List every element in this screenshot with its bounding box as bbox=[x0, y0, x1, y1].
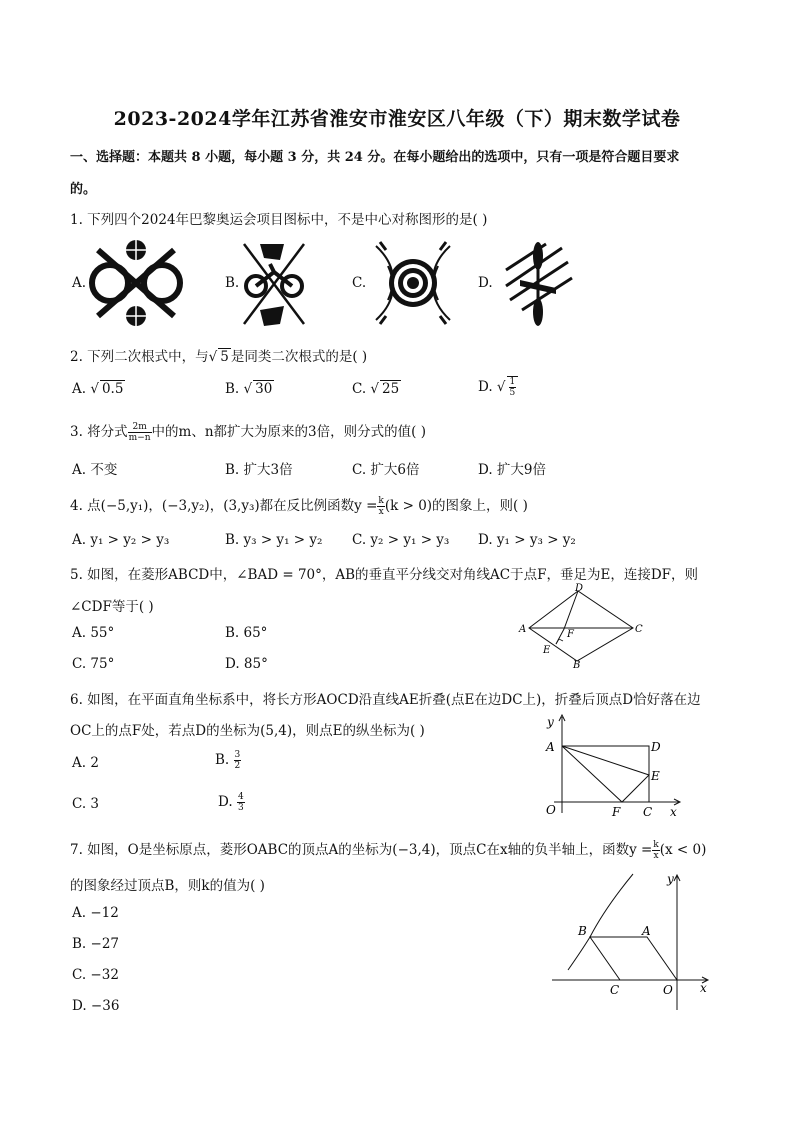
fig6-label-f: F bbox=[612, 805, 621, 819]
q4-option-d: D. y₁ > y₃ > y₂ bbox=[478, 532, 576, 548]
q5-option-c: C. 75° bbox=[72, 656, 115, 672]
fig6-label-y: y bbox=[547, 715, 554, 729]
q3-option-d: D. 扩大9倍 bbox=[478, 462, 547, 478]
q7-option-d: D. −36 bbox=[72, 998, 120, 1014]
q4-option-c: C. y₂ > y₁ > y₃ bbox=[352, 532, 450, 548]
fig5-label-b: B bbox=[573, 660, 581, 669]
fig7-label-b: B bbox=[578, 924, 587, 938]
q1-stem: 1. 下列四个2024年巴黎奥运会项目图标中，不是中心对称图形的是( ) bbox=[70, 212, 488, 228]
q2-option-b: B. √ 30 bbox=[225, 381, 273, 397]
q7-stem-line1: 7. 如图，O是坐标原点，菱形OABC的顶点A的坐标为(−3,4)，顶点C在x轴的负半轴上，函数y = $\frac{k}{x}$ (x < 0) bbox=[70, 840, 707, 861]
fig5-label-f: F bbox=[567, 629, 574, 640]
q1-option-b: B. bbox=[225, 275, 240, 291]
q6-option-c: C. 3 bbox=[72, 796, 100, 812]
q4-stem: 4. 点(−5,y₁)，(−3,y₂)，(3,y₃)都在反比例函数y = $\frac{k}{x}$ (k > 0)的图象上，则( ) bbox=[70, 496, 528, 517]
fig5-label-d: D bbox=[575, 583, 584, 594]
q3-option-a: A. 不变 bbox=[72, 462, 118, 478]
q6-option-d: D. $\frac{4}{3}$ bbox=[218, 792, 244, 813]
fig6-label-x: x bbox=[670, 805, 677, 819]
rhombus-figure bbox=[515, 583, 645, 669]
q1-option-c: C. bbox=[352, 275, 367, 291]
q3-stem: 3. 将分式 $\frac{2m}{m-n}$ 中的m、n都扩大为原来的3倍，则分式的值( ) bbox=[70, 422, 426, 443]
fig7-label-c: C bbox=[610, 983, 620, 997]
rhombus-hyperbola-figure bbox=[550, 870, 715, 1010]
fig6-label-e: E bbox=[651, 769, 660, 783]
q4-option-b: B. y₃ > y₁ > y₂ bbox=[225, 532, 323, 548]
q4-option-a: A. y₁ > y₂ > y₃ bbox=[72, 532, 170, 548]
q6-option-b: B. $\frac{3}{2}$ bbox=[215, 750, 241, 771]
q5-option-b: B. 65° bbox=[225, 625, 268, 641]
q2-option-a: A. √ 0.5 bbox=[72, 381, 124, 397]
q7-option-c: C. −32 bbox=[72, 967, 119, 983]
fig5-label-a: A bbox=[519, 624, 527, 635]
q5-option-a: A. 55° bbox=[72, 625, 115, 641]
basketball-icon bbox=[88, 240, 184, 326]
q6-stem-line2: OC上的点F处，若点D的坐标为(5,4)，则点E的纵坐标为( ) bbox=[70, 723, 425, 739]
fig6-label-c: C bbox=[643, 805, 653, 819]
fig7-label-o: O bbox=[663, 983, 673, 997]
rectangle-fold-figure bbox=[540, 713, 685, 821]
q1-option-a: A. bbox=[72, 275, 87, 291]
q6-stem-line1: 6. 如图，在平面直角坐标系中，将长方形AOCD沿直线AE折叠(点E在边DC上)，折叠后顶点D恰好落在边 bbox=[70, 692, 701, 708]
fig7-label-a: A bbox=[642, 924, 651, 938]
q5-stem-line1: 5. 如图，在菱形ABCD中，∠BAD = 70°，AB的垂直平分线交对角线AC于点F，垂足为E，连接DF，则 bbox=[70, 567, 699, 583]
fig6-label-o: O bbox=[546, 803, 556, 817]
fig6-label-d: D bbox=[651, 740, 661, 754]
q2-option-c: C. √ 25 bbox=[352, 381, 400, 397]
q5-stem-line2: ∠CDF等于( ) bbox=[70, 599, 154, 615]
q7-option-a: A. −12 bbox=[72, 905, 119, 921]
q7-stem-line2: 的图象经过顶点B，则k的值为( ) bbox=[70, 878, 265, 894]
q7-option-b: B. −27 bbox=[72, 936, 119, 952]
fig7-label-y: y bbox=[667, 872, 674, 886]
fig5-label-c: C bbox=[635, 624, 643, 635]
q3-option-b: B. 扩大3倍 bbox=[225, 462, 293, 478]
fig6-label-a: A bbox=[546, 740, 555, 754]
q2-option-d: D. √ $\frac{1}{5}$ bbox=[478, 376, 518, 398]
fig7-label-x: x bbox=[700, 981, 707, 995]
q5-option-d: D. 85° bbox=[225, 656, 268, 672]
fig5-label-e: E bbox=[543, 645, 551, 656]
bmx-cycling-icon bbox=[240, 240, 308, 328]
page-title: 2023-2024学年江苏省淮安市淮安区八年级（下）期末数学试卷 bbox=[113, 108, 681, 130]
q1-option-d: D. bbox=[478, 275, 493, 291]
section-heading: 一、选择题：本题共 8 小题，每小题 3 分，共 24 分。在每小题给出的选项中，只有一项是符合题目要求 bbox=[70, 150, 680, 165]
archery-icon bbox=[372, 240, 454, 326]
canoe-icon bbox=[500, 240, 576, 328]
q2-stem: 2. 下列二次根式中，与√ 5 是同类二次根式的是( ) bbox=[70, 349, 368, 365]
section-heading-cont: 的。 bbox=[70, 182, 97, 197]
q6-option-a: A. 2 bbox=[72, 755, 99, 771]
q3-option-c: C. 扩大6倍 bbox=[352, 462, 420, 478]
